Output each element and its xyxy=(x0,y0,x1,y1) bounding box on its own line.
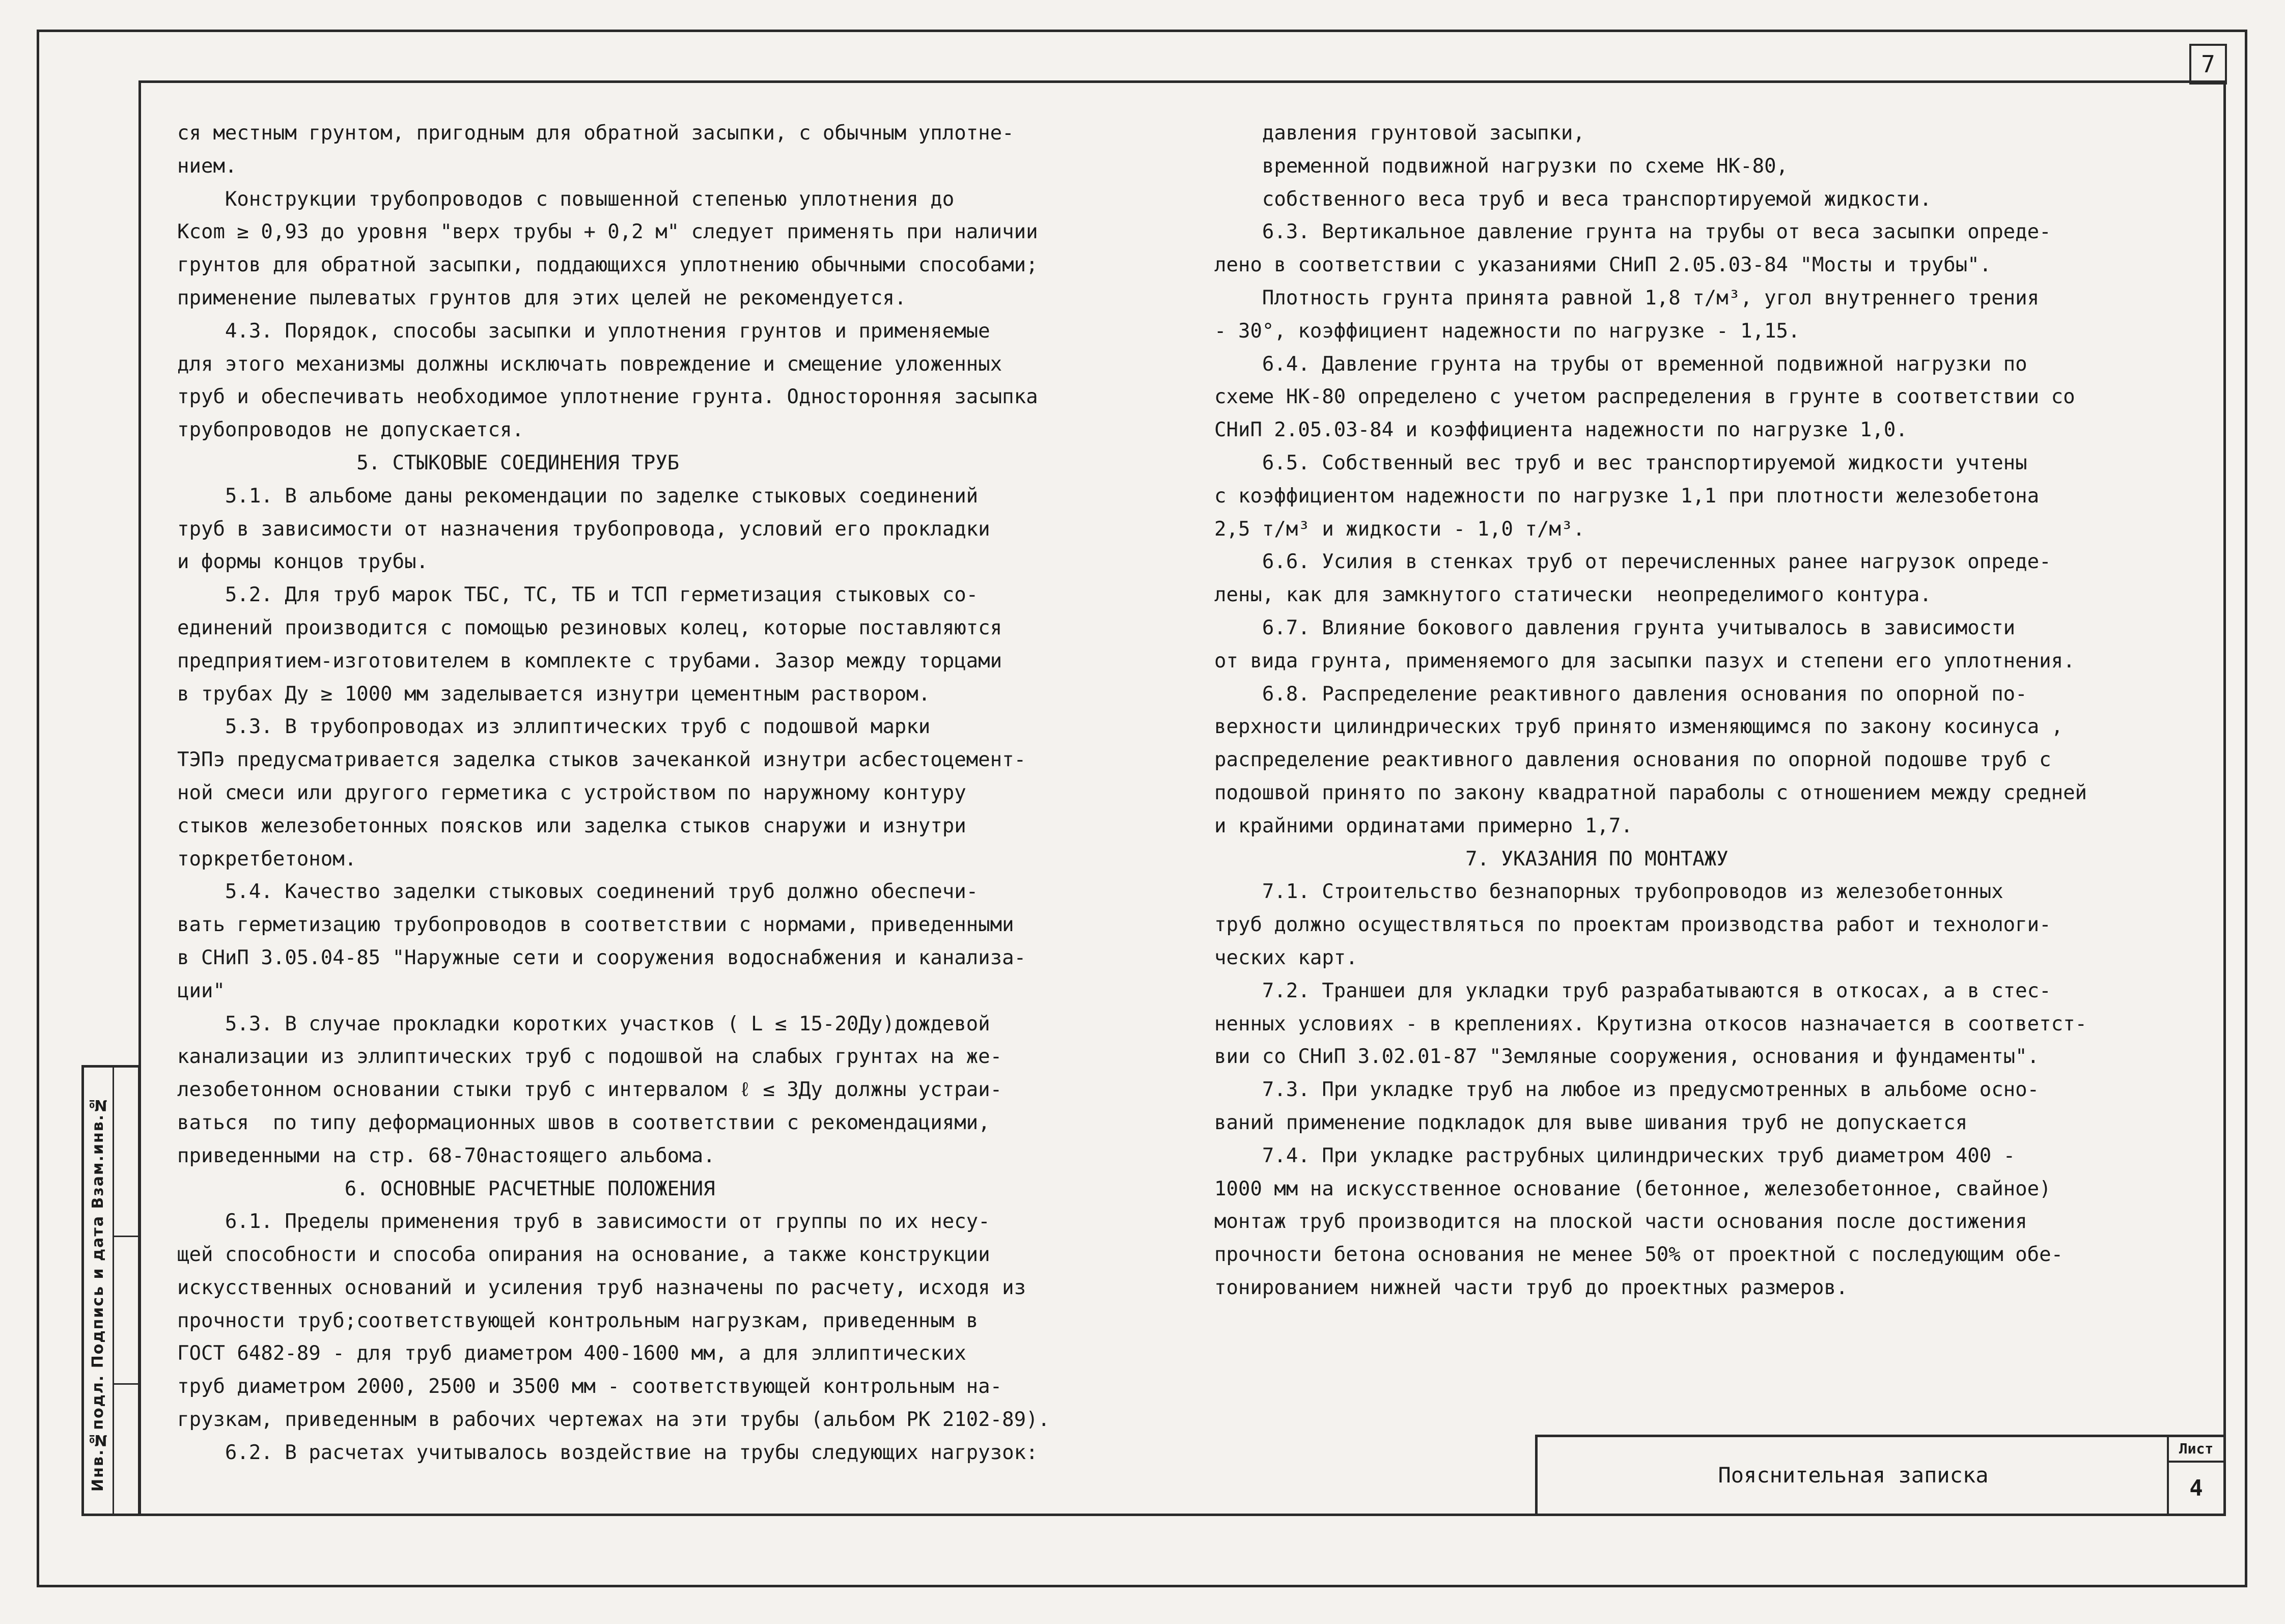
text-line: ной смеси или другого герметика с устройством по наружному контуру xyxy=(177,781,966,804)
right-text-column xyxy=(1214,117,2087,1305)
text-line: Конструкции трубопроводов с повышенной степенью уплотнения до xyxy=(177,187,955,211)
side-stamp-value-column xyxy=(113,1068,141,1514)
side-stamp-divider xyxy=(113,1383,141,1385)
text-line: тонированием нижней части труб до проектных размеров. xyxy=(1214,1276,1848,1299)
text-line: распределение реактивного давления основания по опорной подошве труб с xyxy=(1214,748,2051,772)
text-line: 6.8. Распределение реактивного давления основания по опорной по- xyxy=(1214,682,2027,706)
sheet-page-number: 4 xyxy=(2189,1475,2203,1501)
text-line: с коэффициентом надежности по нагрузке 1,1 при плотности железобетона xyxy=(1214,484,2040,508)
document-title: Пояснительная записка xyxy=(1718,1463,1989,1488)
text-line: временной подвижной нагрузки по схеме НК-80, xyxy=(1214,154,1789,178)
text-line: грузкам, приведенным в рабочих чертежах на эти трубы (альбом РК 2102-89). xyxy=(177,1408,1050,1432)
text-line: единений производится с помощью резиновых колец, которые поставляются xyxy=(177,616,1002,639)
text-line: 6.7. Влияние бокового давления грунта учитывалось в зависимости xyxy=(1214,616,2016,639)
sheet-label: Лист xyxy=(2169,1437,2223,1463)
text-line: грунтов для обратной засыпки, поддающихся уплотнению обычными способами; xyxy=(177,254,1038,277)
text-line: 7.1. Строительство безнапорных трубопроводов из железобетонных xyxy=(1214,880,2003,904)
sheet-cell xyxy=(2167,1437,2223,1514)
side-stamp-label-column xyxy=(84,1068,114,1514)
text-line: щей способности и способа опирания на основание, а также конструкции xyxy=(177,1243,990,1267)
text-line: 6.6. Усилия в стенках труб от перечисленных ранее нагрузок опреде- xyxy=(1214,550,2051,574)
text-line: схеме НК-80 определено с учетом распределения в грунте в соответствии со xyxy=(1214,385,2075,409)
text-line: 6.5. Собственный вес труб и вес транспортируемой жидкости учтены xyxy=(1214,451,2027,474)
text-line: ненных условиях - в креплениях. Крутизна откосов назначается в соответст- xyxy=(1214,1012,2087,1035)
text-line: СНиП 2.05.03-84 и коэффициента надежности по нагрузке 1,0. xyxy=(1214,418,1908,442)
text-line: для этого механизмы должны исключать повреждение и смещение уложенных xyxy=(177,352,1002,376)
text-line: 5.3. В случае прокладки коротких участков ( L ≤ 15-20Ду)дождевой xyxy=(177,1012,990,1035)
text-line: применение пылеватых грунтов для этих целей не рекомендуется. xyxy=(177,286,907,310)
text-line: ции" xyxy=(177,979,225,1002)
text-line: 6.1. Пределы применения труб в зависимости от группы по их несу- xyxy=(177,1210,990,1234)
text-line: Плотность грунта принята равной 1,8 т/м³, угол внутреннего трения xyxy=(1214,286,2040,310)
side-stamp-divider xyxy=(113,1236,141,1237)
text-line: лено в соответствии с указаниями СНиП 2.05.03-84 "Мосты и трубы". xyxy=(1214,254,1992,277)
text-line: 6.4. Давление грунта на трубы от временной подвижной нагрузки по xyxy=(1214,352,2027,376)
text-line: труб должно осуществляться по проектам производства работ и технологи- xyxy=(1214,913,2051,937)
side-stamp-text: Инв.№подл. Подпись и дата Взам.инв.№ xyxy=(89,1095,107,1492)
text-line: 6.2. В расчетах учитывалось воздействие на трубы следующих нагрузок: xyxy=(177,1441,1038,1464)
text-line: ТЭПэ предусматривается заделка стыков зачеканкой изнутри асбестоцемент- xyxy=(177,748,1026,772)
text-line: - 30°, коэффициент надежности по нагрузке - 1,15. xyxy=(1214,319,1800,343)
text-line: лены, как для замкнутого статически неопределимого контура. xyxy=(1214,583,1932,607)
text-line: ваний применение подкладок для выве шивания труб не допускается xyxy=(1214,1111,1968,1134)
text-line: и крайними ординатами примерно 1,7. xyxy=(1214,814,1633,837)
text-line: предприятием-изготовителем в комплекте с трубами. Зазор между торцами xyxy=(177,649,1002,673)
text-line: 6. ОСНОВНЫЕ РАСЧЕТНЫЕ ПОЛОЖЕНИЯ xyxy=(177,1177,715,1200)
text-line: стыков железобетонных поясков или заделка стыков снаружи и изнутри xyxy=(177,814,966,837)
text-line: искусственных оснований и усиления труб назначены по расчету, исходя из xyxy=(177,1276,1026,1299)
text-line: приведенными на стр. 68-70настоящего альбома. xyxy=(177,1144,715,1167)
text-line: 5.2. Для труб марок ТБС, ТС, ТБ и ТСП герметизация стыковых со- xyxy=(177,583,979,607)
text-line: 5.4. Качество заделки стыковых соединений труб должно обеспечи- xyxy=(177,880,979,904)
text-line: 5.3. В трубопроводах из эллиптических труб с подошвой марки xyxy=(177,715,931,739)
sheet-number: 7 xyxy=(2189,44,2227,85)
text-line: труб в зависимости от назначения трубопровода, условий его прокладки xyxy=(177,517,990,541)
text-line: труб диаметром 2000, 2500 и 3500 мм - соответствующей контрольным на- xyxy=(177,1375,1002,1398)
text-line: 5.1. В альбоме даны рекомендации по заделке стыковых соединений xyxy=(177,484,979,508)
text-line: 7.2. Траншеи для укладки труб разрабатываются в откосах, а в стес- xyxy=(1214,979,2051,1002)
text-line: ГОСТ 6482-89 - для труб диаметром 400-1600 мм, а для эллиптических xyxy=(177,1342,966,1365)
text-line: в СНиП 3.05.04-85 "Наружные сети и сооружения водоснабжения и канализа- xyxy=(177,946,1026,969)
text-line: и формы концов трубы. xyxy=(177,550,429,574)
text-line: 7.3. При укладке труб на любое из предусмотренных в альбоме осно- xyxy=(1214,1078,2040,1102)
text-line: вать герметизацию трубопроводов в соответствии с нормами, приведенными xyxy=(177,913,1014,937)
text-line: 2,5 т/м³ и жидкости - 1,0 т/м³. xyxy=(1214,517,1585,541)
text-line: торкретбетоном. xyxy=(177,847,357,871)
text-line: собственного веса труб и веса транспортируемой жидкости. xyxy=(1214,187,1932,211)
text-line: 7. УКАЗАНИЯ ПО МОНТАЖУ xyxy=(1214,847,1729,871)
title-block xyxy=(1535,1435,2226,1516)
text-line: 6.3. Вертикальное давление грунта на трубы от веса засыпки опреде- xyxy=(1214,220,2051,244)
text-line: прочности труб;соответствующей контрольным нагрузкам, приведенным в xyxy=(177,1309,979,1332)
text-line: 1000 мм на искусственное основание (бетонное, железобетонное, свайное) xyxy=(1214,1177,2051,1200)
text-line: вии со СНиП 3.02.01-87 "Земляные сооружения, основания и фундаменты". xyxy=(1214,1045,2040,1069)
text-line: 7.4. При укладке раструбных цилиндрических труб диаметром 400 - xyxy=(1214,1144,2016,1167)
text-line: 4.3. Порядок, способы засыпки и уплотнения грунтов и применяемые xyxy=(177,319,990,343)
text-line: 5. СТЫКОВЫЕ СОЕДИНЕНИЯ ТРУБ xyxy=(177,451,680,474)
text-line: монтаж труб производится на плоской части основания после достижения xyxy=(1214,1210,2027,1234)
text-line: от вида грунта, применяемого для засыпки пазух и степени его уплотнения. xyxy=(1214,649,2075,673)
text-line: труб и обеспечивать необходимое уплотнение грунта. Односторонняя засыпка xyxy=(177,385,1038,409)
text-line: нием. xyxy=(177,154,237,178)
text-line: трубопроводов не допускается. xyxy=(177,418,524,442)
text-line: верхности цилиндрических труб принято изменяющимся по закону косинуса , xyxy=(1214,715,2064,739)
text-line: прочности бетона основания не менее 50% от проектной с последующим обе- xyxy=(1214,1243,2064,1267)
text-line: подошвой принято по закону квадратной параболы с отношением между средней xyxy=(1214,781,2087,804)
text-line: ческих карт. xyxy=(1214,946,1358,969)
text-line: давления грунтовой засыпки, xyxy=(1214,122,1585,145)
text-line: лезобетонном основании стыки труб с интервалом ℓ ≤ 3Ду должны устраи- xyxy=(177,1078,1002,1102)
text-line: ваться по типу деформационных швов в соответствии с рекомендациями, xyxy=(177,1111,990,1134)
left-text-column xyxy=(177,117,1050,1470)
text-line: Kcom ≥ 0,93 до уровня "верх трубы + 0,2 м" следует применять при наличии xyxy=(177,220,1038,244)
text-line: ся местным грунтом, пригодным для обратной засыпки, с обычным уплотне- xyxy=(177,122,1014,145)
side-stamp xyxy=(81,1065,141,1516)
text-line: канализации из эллиптических труб с подошвой на слабых грунтах на же- xyxy=(177,1045,1002,1069)
text-line: в трубах Ду ≥ 1000 мм заделывается изнутри цементным раствором. xyxy=(177,682,931,706)
